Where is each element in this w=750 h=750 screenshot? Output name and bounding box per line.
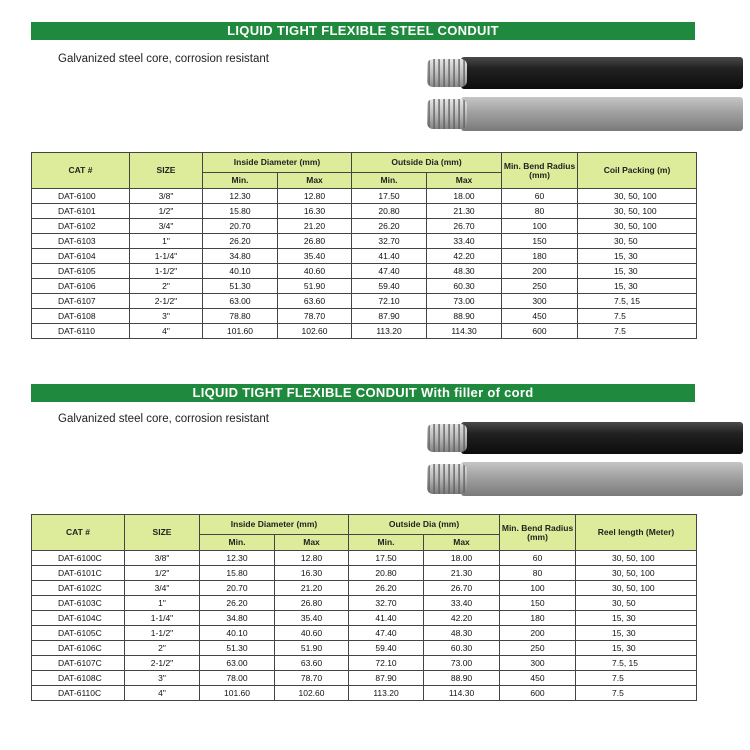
- col-header-cat: CAT #: [32, 153, 130, 189]
- cell-outside-min: 59.40: [349, 641, 424, 656]
- cell-cat-number: DAT-6106C: [32, 641, 125, 656]
- cell-bend-radius: 80: [500, 566, 576, 581]
- cell-size: 4": [125, 686, 200, 701]
- cell-inside-min: 51.30: [203, 279, 278, 294]
- cell-packing: 15, 30: [576, 611, 697, 626]
- cell-inside-min: 40.10: [203, 264, 278, 279]
- cell-packing: 30, 50, 100: [576, 581, 697, 596]
- black-jacket-top: [461, 57, 743, 89]
- cell-inside-min: 101.60: [200, 686, 275, 701]
- cell-outside-max: 42.20: [427, 249, 502, 264]
- cell-inside-min: 63.00: [203, 294, 278, 309]
- cell-inside-max: 63.60: [278, 294, 352, 309]
- cell-inside-max: 102.60: [278, 324, 352, 339]
- cell-cat-number: DAT-6105: [32, 264, 130, 279]
- cell-outside-min: 41.40: [349, 611, 424, 626]
- cell-size: 1-1/2": [130, 264, 203, 279]
- cell-inside-max: 40.60: [278, 264, 352, 279]
- col-header-outside-min: Min.: [349, 535, 424, 551]
- cell-bend-radius: 180: [500, 611, 576, 626]
- cell-cat-number: DAT-6107: [32, 294, 130, 309]
- cell-cat-number: DAT-6100: [32, 189, 130, 204]
- cell-outside-min: 26.20: [349, 581, 424, 596]
- cell-inside-max: 16.30: [278, 204, 352, 219]
- cell-cat-number: DAT-6103C: [32, 596, 125, 611]
- cell-cat-number: DAT-6106: [32, 279, 130, 294]
- col-header-bend-radius: Min. Bend Radius (mm): [500, 515, 576, 551]
- cell-outside-max: 33.40: [427, 234, 502, 249]
- section1-subtitle: Galvanized steel core, corrosion resistant: [58, 53, 269, 65]
- gray-jacket-bottom: [461, 97, 743, 131]
- cell-inside-max: 40.60: [275, 626, 349, 641]
- cell-size: 1-1/4": [125, 611, 200, 626]
- cell-inside-max: 78.70: [275, 671, 349, 686]
- cell-packing: 7.5, 15: [576, 656, 697, 671]
- cell-cat-number: DAT-6103: [32, 234, 130, 249]
- col-header-outside-min: Min.: [352, 173, 427, 189]
- cell-packing: 7.5: [576, 671, 697, 686]
- cell-outside-min: 59.40: [352, 279, 427, 294]
- cell-size: 1-1/4": [130, 249, 203, 264]
- cell-inside-min: 15.80: [200, 566, 275, 581]
- table-row: [32, 234, 697, 249]
- cell-inside-min: 63.00: [200, 656, 275, 671]
- col-header-outside-max: Max: [427, 173, 502, 189]
- cell-size: 2-1/2": [130, 294, 203, 309]
- cell-outside-min: 17.50: [349, 551, 424, 566]
- cell-inside-min: 34.80: [200, 611, 275, 626]
- cell-size: 2-1/2": [125, 656, 200, 671]
- cell-bend-radius: 600: [500, 686, 576, 701]
- table-row: [32, 551, 697, 566]
- cell-packing: 30, 50, 100: [576, 551, 697, 566]
- cell-outside-max: 60.30: [424, 641, 500, 656]
- col-header-inside-min: Min.: [203, 173, 278, 189]
- section1-title-banner: [31, 22, 695, 40]
- cell-inside-max: 63.60: [275, 656, 349, 671]
- cell-outside-max: 88.90: [424, 671, 500, 686]
- conduit-product-image-2: [425, 418, 743, 500]
- cell-outside-max: 42.20: [424, 611, 500, 626]
- cell-bend-radius: 150: [502, 234, 578, 249]
- cell-packing: 15, 30: [576, 626, 697, 641]
- cell-outside-min: 41.40: [352, 249, 427, 264]
- cell-inside-min: 101.60: [203, 324, 278, 339]
- cell-outside-min: 87.90: [349, 671, 424, 686]
- cell-cat-number: DAT-6108C: [32, 671, 125, 686]
- cell-size: 1": [125, 596, 200, 611]
- table-row: [32, 626, 697, 641]
- cell-inside-min: 78.00: [200, 671, 275, 686]
- table-row: [32, 686, 697, 701]
- cell-outside-max: 114.30: [424, 686, 500, 701]
- cell-bend-radius: 300: [502, 294, 578, 309]
- cell-outside-min: 72.10: [352, 294, 427, 309]
- table-row: [32, 671, 697, 686]
- cell-cat-number: DAT-6101C: [32, 566, 125, 581]
- cell-size: 4": [130, 324, 203, 339]
- cell-outside-max: 48.30: [427, 264, 502, 279]
- table-row: [32, 309, 697, 324]
- cell-size: 3": [125, 671, 200, 686]
- cell-outside-min: 26.20: [352, 219, 427, 234]
- cell-cat-number: DAT-6102: [32, 219, 130, 234]
- col-header-outside-diameter: Outside Dia (mm): [349, 515, 500, 535]
- cell-inside-min: 12.30: [203, 189, 278, 204]
- cell-bend-radius: 300: [500, 656, 576, 671]
- cell-packing: 30, 50, 100: [578, 204, 697, 219]
- col-header-inside-diameter: Inside Diameter (mm): [203, 153, 352, 173]
- section1-table-body: [32, 189, 697, 339]
- cell-packing: 7.5: [578, 309, 697, 324]
- cell-outside-min: 32.70: [349, 596, 424, 611]
- cell-bend-radius: 60: [502, 189, 578, 204]
- cell-packing: 15, 30: [576, 641, 697, 656]
- col-header-inside-min: Min.: [200, 535, 275, 551]
- cell-inside-max: 21.20: [278, 219, 352, 234]
- cell-outside-max: 21.30: [427, 204, 502, 219]
- cell-inside-min: 78.80: [203, 309, 278, 324]
- cell-cat-number: DAT-6108: [32, 309, 130, 324]
- cell-bend-radius: 250: [500, 641, 576, 656]
- cell-inside-min: 26.20: [200, 596, 275, 611]
- cell-size: 3": [130, 309, 203, 324]
- cell-outside-min: 47.40: [349, 626, 424, 641]
- cell-size: 2": [130, 279, 203, 294]
- cell-cat-number: DAT-6110C: [32, 686, 125, 701]
- cell-cat-number: DAT-6105C: [32, 626, 125, 641]
- table-row: [32, 656, 697, 671]
- cell-outside-min: 72.10: [349, 656, 424, 671]
- cell-outside-max: 88.90: [427, 309, 502, 324]
- cell-bend-radius: 450: [500, 671, 576, 686]
- col-header-cat: CAT #: [32, 515, 125, 551]
- cell-inside-max: 35.40: [278, 249, 352, 264]
- table-row: [32, 189, 697, 204]
- cell-outside-min: 17.50: [352, 189, 427, 204]
- section1-spec-table: [31, 152, 697, 339]
- col-header-reel-length: Reel length (Meter): [576, 515, 697, 551]
- conduit-product-image-1: [425, 55, 743, 135]
- table-row: [32, 294, 697, 309]
- cell-outside-max: 26.70: [424, 581, 500, 596]
- col-header-inside-max: Max: [278, 173, 352, 189]
- cell-bend-radius: 180: [502, 249, 578, 264]
- table-row: [32, 611, 697, 626]
- gray-jacket-bottom: [461, 462, 743, 496]
- section2-title: LIQUID TIGHT FLEXIBLE CONDUIT With filler of cord: [192, 385, 534, 400]
- cell-cat-number: DAT-6101: [32, 204, 130, 219]
- cell-outside-max: 33.40: [424, 596, 500, 611]
- cell-inside-min: 40.10: [200, 626, 275, 641]
- cell-cat-number: DAT-6110: [32, 324, 130, 339]
- cell-cat-number: DAT-6104: [32, 249, 130, 264]
- cell-inside-max: 51.90: [278, 279, 352, 294]
- cell-inside-min: 12.30: [200, 551, 275, 566]
- cell-bend-radius: 80: [502, 204, 578, 219]
- table-row: [32, 279, 697, 294]
- cell-inside-max: 16.30: [275, 566, 349, 581]
- cell-packing: 30, 50: [576, 596, 697, 611]
- cell-inside-min: 20.70: [200, 581, 275, 596]
- cell-inside-max: 12.80: [275, 551, 349, 566]
- table-row: [32, 596, 697, 611]
- col-header-coil-packing: Coil Packing (m): [578, 153, 697, 189]
- cell-inside-max: 12.80: [278, 189, 352, 204]
- table-row: [32, 249, 697, 264]
- cell-packing: 7.5, 15: [578, 294, 697, 309]
- cell-inside-max: 102.60: [275, 686, 349, 701]
- table-row: [32, 264, 697, 279]
- cell-inside-max: 21.20: [275, 581, 349, 596]
- cell-bend-radius: 450: [502, 309, 578, 324]
- cell-size: 1/2": [125, 566, 200, 581]
- cell-inside-min: 34.80: [203, 249, 278, 264]
- steel-core-top: [427, 424, 467, 452]
- section2-table-body: [32, 551, 697, 701]
- cell-outside-min: 87.90: [352, 309, 427, 324]
- cell-outside-max: 26.70: [427, 219, 502, 234]
- col-header-size: SIZE: [130, 153, 203, 189]
- cell-size: 1-1/2": [125, 626, 200, 641]
- cell-outside-max: 18.00: [424, 551, 500, 566]
- table-row: [32, 204, 697, 219]
- cell-bend-radius: 100: [502, 219, 578, 234]
- cell-bend-radius: 200: [500, 626, 576, 641]
- cell-bend-radius: 150: [500, 596, 576, 611]
- cell-outside-max: 48.30: [424, 626, 500, 641]
- cell-packing: 15, 30: [578, 279, 697, 294]
- cell-bend-radius: 250: [502, 279, 578, 294]
- cell-inside-max: 26.80: [275, 596, 349, 611]
- cell-packing: 7.5: [576, 686, 697, 701]
- cell-inside-max: 51.90: [275, 641, 349, 656]
- steel-core-top: [427, 59, 467, 87]
- steel-core-bottom: [427, 99, 467, 129]
- table-row: [32, 219, 697, 234]
- cell-cat-number: DAT-6102C: [32, 581, 125, 596]
- cell-size: 3/8": [130, 189, 203, 204]
- cell-size: 3/8": [125, 551, 200, 566]
- table-row: [32, 324, 697, 339]
- cell-outside-max: 73.00: [424, 656, 500, 671]
- cell-outside-max: 73.00: [427, 294, 502, 309]
- col-header-outside-max: Max: [424, 535, 500, 551]
- cell-size: 1": [130, 234, 203, 249]
- cell-size: 3/4": [125, 581, 200, 596]
- cell-bend-radius: 200: [502, 264, 578, 279]
- cell-inside-min: 51.30: [200, 641, 275, 656]
- table-row: [32, 581, 697, 596]
- cell-outside-min: 47.40: [352, 264, 427, 279]
- cell-cat-number: DAT-6100C: [32, 551, 125, 566]
- cell-size: 2": [125, 641, 200, 656]
- steel-core-bottom: [427, 464, 467, 494]
- col-header-inside-max: Max: [275, 535, 349, 551]
- cell-bend-radius: 600: [502, 324, 578, 339]
- cell-outside-min: 113.20: [352, 324, 427, 339]
- section2-subtitle: Galvanized steel core, corrosion resistant: [58, 413, 269, 425]
- cell-outside-max: 60.30: [427, 279, 502, 294]
- cell-cat-number: DAT-6107C: [32, 656, 125, 671]
- cell-packing: 30, 50, 100: [576, 566, 697, 581]
- cell-outside-max: 21.30: [424, 566, 500, 581]
- col-header-inside-diameter: Inside Diameter (mm): [200, 515, 349, 535]
- table-row: [32, 566, 697, 581]
- section1-title: LIQUID TIGHT FLEXIBLE STEEL CONDUIT: [227, 23, 499, 38]
- cell-packing: 30, 50, 100: [578, 189, 697, 204]
- cell-inside-min: 20.70: [203, 219, 278, 234]
- cell-outside-max: 18.00: [427, 189, 502, 204]
- col-header-bend-radius: Min. Bend Radius (mm): [502, 153, 578, 189]
- cell-size: 3/4": [130, 219, 203, 234]
- cell-size: 1/2": [130, 204, 203, 219]
- cell-outside-min: 113.20: [349, 686, 424, 701]
- col-header-size: SIZE: [125, 515, 200, 551]
- cell-inside-min: 26.20: [203, 234, 278, 249]
- table-row: [32, 641, 697, 656]
- cell-outside-min: 20.80: [349, 566, 424, 581]
- cell-packing: 15, 30: [578, 264, 697, 279]
- cell-outside-min: 32.70: [352, 234, 427, 249]
- cell-packing: 15, 30: [578, 249, 697, 264]
- cell-inside-max: 78.70: [278, 309, 352, 324]
- cell-packing: 7.5: [578, 324, 697, 339]
- col-header-outside-diameter: Outside Dia (mm): [352, 153, 502, 173]
- black-jacket-top: [461, 422, 743, 454]
- cell-cat-number: DAT-6104C: [32, 611, 125, 626]
- section2-title-banner: [31, 384, 695, 402]
- cell-inside-max: 35.40: [275, 611, 349, 626]
- cell-bend-radius: 60: [500, 551, 576, 566]
- cell-packing: 30, 50: [578, 234, 697, 249]
- cell-outside-min: 20.80: [352, 204, 427, 219]
- cell-bend-radius: 100: [500, 581, 576, 596]
- section2-spec-table: [31, 514, 697, 701]
- cell-inside-max: 26.80: [278, 234, 352, 249]
- cell-outside-max: 114.30: [427, 324, 502, 339]
- cell-inside-min: 15.80: [203, 204, 278, 219]
- cell-packing: 30, 50, 100: [578, 219, 697, 234]
